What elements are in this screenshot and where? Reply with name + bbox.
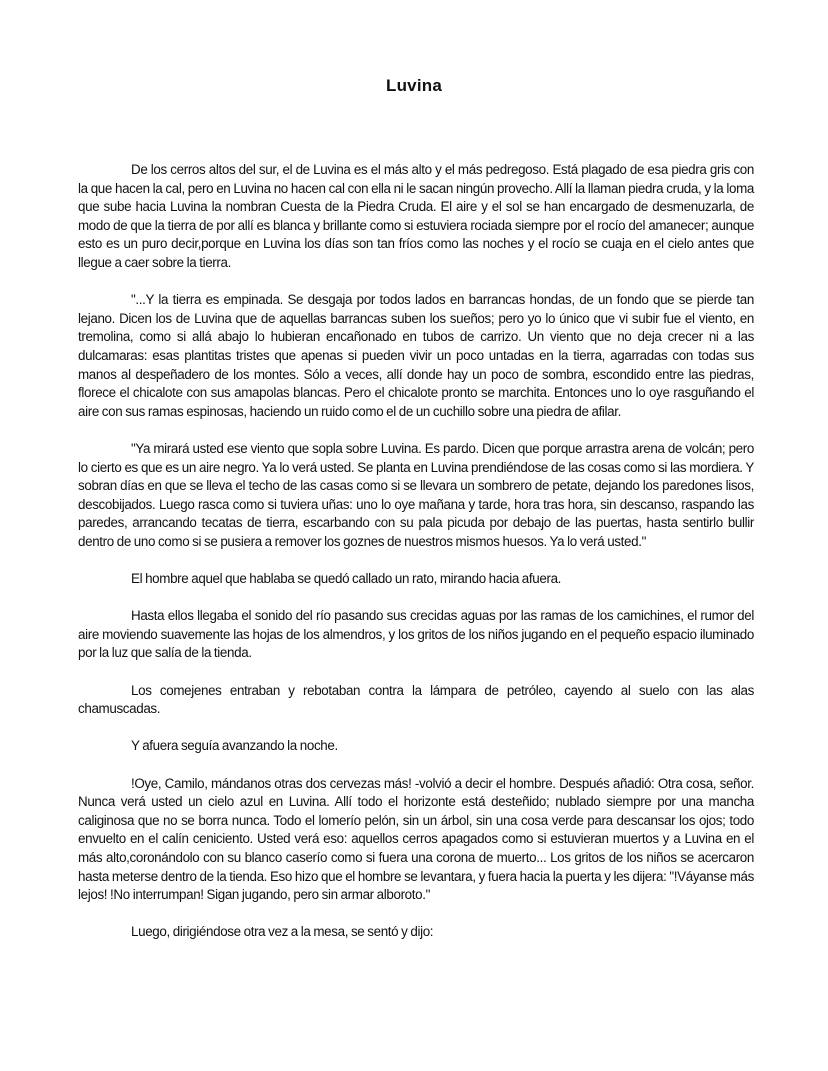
document-title: Luvina (386, 76, 442, 95)
paragraph: Los comejenes entraban y rebotaban contra la lámpara de petróleo, cayendo al suelo con las alas chamuscadas. (78, 682, 754, 717)
paragraph: Hasta ellos llegaba el sonido del río pasando sus crecidas aguas por las ramas de los camichines, el rumor del aire moviendo suavemente las hojas de los almendros, y los gritos de los niños jugando en el pequeño espacio iluminado por la luz que salía de la tienda. (78, 608, 754, 661)
paragraph: "Ya mirará usted ese viento que sopla sobre Luvina. Es pardo. Dicen que porque arrastra arena de volcán; pero lo cierto es que es un aire negro. Ya lo verá usted. Se planta en Luvina prendiéndose de las cosas como si las mordiera. Y sobran días en que se lleva el techo de las casas como si se llevara un sombrero de petate, dejando los paredones lisos, descobijados. Luego rasca como si tuviera uñas: uno lo oye mañana y tarde, hora tras hora, sin descanso, raspando las paredes, arrancando tecatas de tierra, escarbando con su pala picuda por debajo de las puertas, hasta sentirlo bullir dentro de uno como si se pusiera a remover los goznes de nuestros mismos huesos. Ya lo verá usted." (78, 440, 754, 549)
paragraph: !Oye, Camilo, mándanos otras dos cervezas más! -volvió a decir el hombre. Después añadió: Otra cosa, señor. Nunca verá usted un cielo azul en Luvina. Allí todo el horizonte está desteñido; nublado siempre por una mancha caliginosa que no se borra nunca. Todo el lomerío pelón, sin un árbol, sin una cosa verde para descansar los ojos; todo envuelto en el calín ceniciento. Usted verá eso: aquellos cerros apagados como si estuvieran muertos y a Luvina en el más alto,coronándolo con su blanco caserío como si fuera una corona de muerto... Los gritos de los niños se acercaron hasta meterse dentro de la tienda. Eso hizo que el hombre se levantara, y fuera hacia la puerta y les dijera: "!Váyanse más lejos! !No interrumpan! Sigan jugando, pero sin armar alboroto." (78, 775, 754, 903)
paragraph: "...Y la tierra es empinada. Se desgaja por todos lados en barrancas hondas, de un fondo que se pierde tan lejano. Dicen los de Luvina que de aquellas barrancas suben los sueños; pero yo lo único que vi subir fue el viento, en tremolina, como si allá abajo lo hubieran encañonado en tubos de carrizo. Un viento que no deja crecer ni a las dulcamaras: esas plantitas tristes que apenas si pueden vivir un poco untadas en la tierra, agarradas con todas sus manos al despeñadero de los montes. Sólo a veces, allí donde hay un poco de sombra, escondido entre las piedras, florece el chicalote con sus amapolas blancas. Pero el chicalote pronto se marchita. Entonces uno lo oye rasguñando el aire con sus ramas espinosas, haciendo un ruido como el de un cuchillo sobre una piedra de afilar. (78, 292, 754, 419)
paragraph: El hombre aquel que hablaba se quedó callado un rato, mirando hacia afuera. (131, 571, 562, 587)
document-body (78, 161, 754, 961)
paragraph: Luego, dirigiéndose otra vez a la mesa, se sentó y dijo: (131, 924, 434, 940)
paragraph: Y afuera seguía avanzando la noche. (131, 738, 338, 754)
paragraph: De los cerros altos del sur, el de Luvina es el más alto y el más pedregoso. Está plagado de esa piedra gris con la que hacen la cal, pero en Luvina no hacen cal con ella ni le sacan ningún provecho. Allí la llaman piedra cruda, y la loma que sube hacia Luvina la nombran Cuesta de la Piedra Cruda. El aire y el sol se han encargado de desmenuzarla, de modo de que la tierra de por allí es blanca y brillante como si estuviera rociada siempre por el rocío del amanecer; aunque esto es un puro decir,porque en Luvina los días son tan fríos como las noches y el rocío se cuaja en el cielo antes que llegue a caer sobre la tierra. (78, 162, 754, 270)
